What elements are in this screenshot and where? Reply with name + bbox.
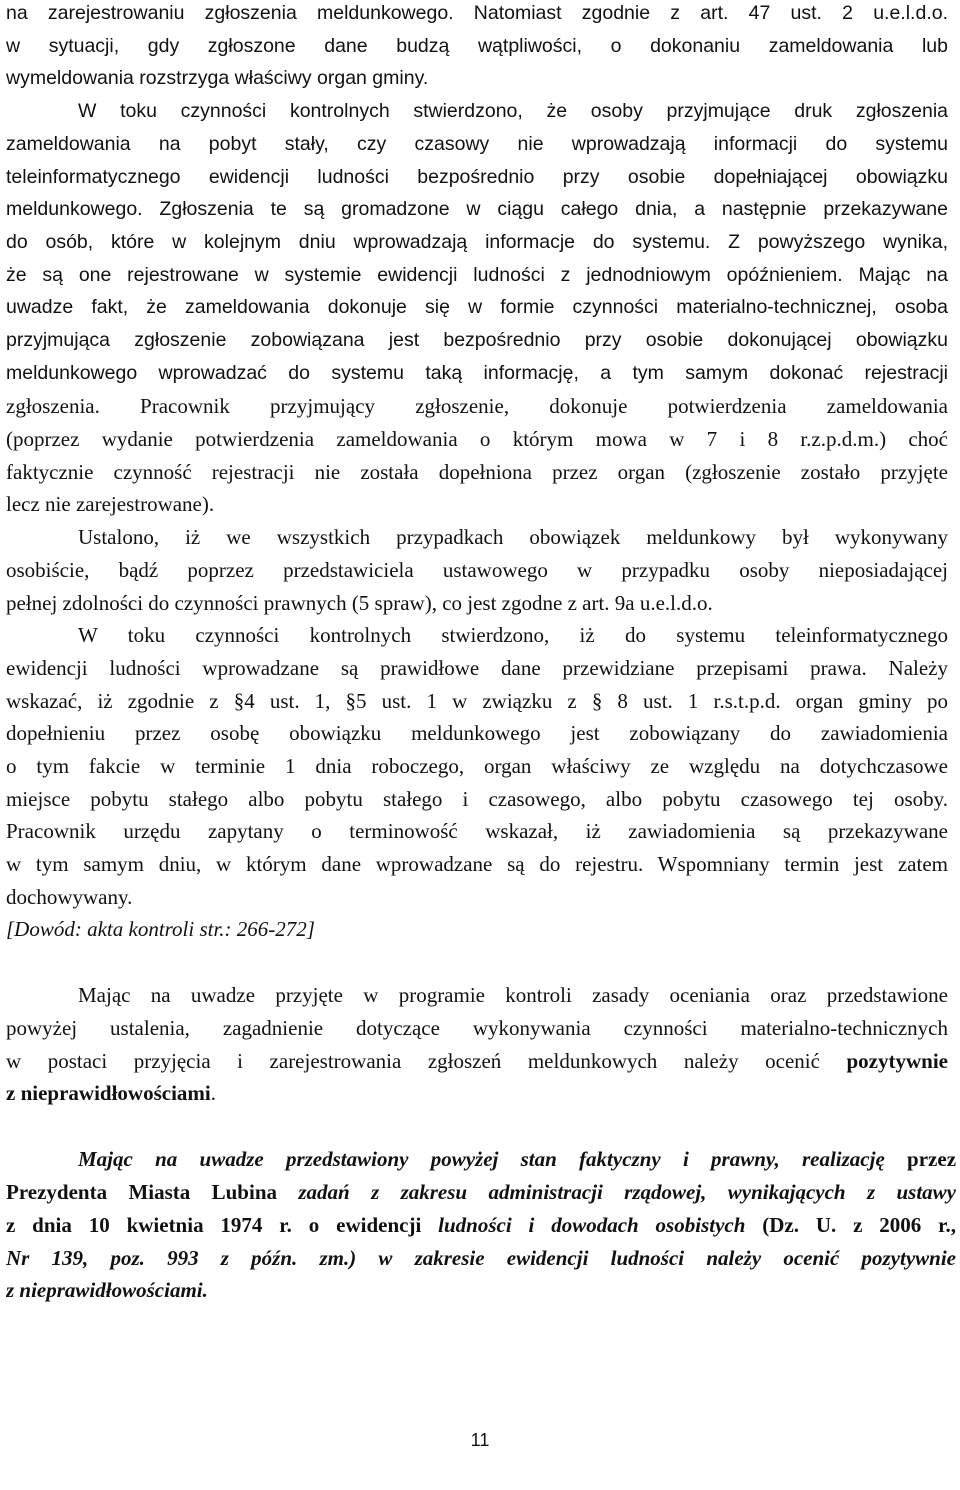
text-line: lecz nie zarejestrowane).	[6, 492, 215, 516]
conclusion-text: z dnia 10 kwietnia 1974 r. o ewidencji	[6, 1213, 422, 1237]
assessment-irregularities: z nieprawidłowościami	[6, 1081, 211, 1105]
assessment-line: powyżej ustalenia, zagadnienie dotyczące wykonywania czynności materialno-technicznych	[6, 1016, 948, 1040]
assessment-period: .	[210, 1081, 216, 1105]
assessment-text: w postaci przyjęcia i zarejestrowania zgłoszeń meldunkowych należy ocenić	[6, 1049, 820, 1073]
text-line: uwadze fakt, że zameldowania dokonuje się w formie czynności materialno-technicznej, osoba	[6, 296, 948, 318]
text-line: zgłoszenia. Pracownik przyjmujący zgłoszenie, dokonuje potwierdzenia zameldowania	[6, 394, 948, 418]
conclusion-text: Prezydenta Miasta Lubina	[6, 1180, 277, 1204]
assessment-line	[6, 1049, 948, 1074]
conclusion-text: Mając na uwadze przedstawiony powyżej stan faktyczny i prawny, realizację	[78, 1147, 885, 1171]
assessment-positive: pozytywnie	[846, 1049, 948, 1073]
text-line: W toku czynności kontrolnych stwierdzono, że osoby przyjmujące druk zgłoszenia	[78, 100, 948, 122]
evidence-reference: [Dowód: akta kontroli str.: 266-272]	[6, 917, 315, 941]
text-line: wskazać, iż zgodnie z §4 ust. 1, §5 ust. 1 w związku z § 8 ust. 1 r.s.t.p.d. organ gminy po	[6, 689, 948, 713]
text-line: zameldowania na pobyt stały, czy czasowy nie wprowadzają informacji do systemu	[6, 133, 948, 155]
text-line: przyjmująca zgłoszenie zobowiązana jest bezpośrednio przy osobie dokonującej obowiązku	[6, 329, 948, 351]
text-line: w tym samym dniu, w którym dane wprowadzane są do rejestru. Wspomniany termin jest zatem	[6, 852, 948, 876]
text-line: w sytuacji, gdy zgłoszone dane budzą wątpliwości, o dokonaniu zameldowania lub	[6, 35, 948, 57]
conclusion-text: ludności i dowodach osobistych	[438, 1213, 746, 1237]
conclusion-line	[6, 1180, 956, 1205]
page-number: 11	[470, 1430, 490, 1450]
text-line: Pracownik urzędu zapytany o terminowość wskazał, iż zawiadomienia są przekazywane	[6, 819, 948, 843]
conclusion-line	[78, 1147, 956, 1172]
text-line: na zarejestrowaniu zgłoszenia meldunkowego. Natomiast zgodnie z art. 47 ust. 2 u.e.l.d.o.	[6, 2, 948, 24]
text-line: do osób, które w kolejnym dniu wprowadzają informacje do systemu. Z powyższego wynika,	[6, 231, 948, 253]
text-line: W toku czynności kontrolnych stwierdzono, iż do systemu teleinformatycznego	[78, 623, 948, 647]
assessment-line	[6, 1081, 948, 1106]
conclusion-line: z nieprawidłowościami.	[6, 1278, 208, 1302]
text-line: dopełnieniu przez osobę obowiązku meldunkowego jest zobowiązany do zawiadomienia	[6, 721, 948, 745]
text-line: ewidencji ludności wprowadzane są prawidłowe dane przewidziane przepisami prawa. Należy	[6, 656, 948, 680]
text-line: (poprzez wydanie potwierdzenia zameldowania o którym mowa w 7 i 8 r.z.p.d.m.) choć	[6, 427, 948, 451]
conclusion-line	[6, 1213, 956, 1238]
conclusion-text: (Dz. U. z 2006 r.,	[762, 1213, 956, 1237]
assessment-line: Mając na uwadze przyjęte w programie kontroli zasady oceniania oraz przedstawione	[78, 983, 948, 1007]
text-line: faktycznie czynność rejestracji nie została dopełniona przez organ (zgłoszenie zostało przyjęte	[6, 460, 948, 484]
text-line: meldunkowego wprowadzać do systemu taką informację, a tym samym dokonać rejestracji	[6, 362, 948, 384]
text-line: miejsce pobytu stałego albo pobytu stałego i czasowego, albo pobytu czasowego tej osoby.	[6, 787, 948, 811]
text-line: Ustalono, iż we wszystkich przypadkach obowiązek meldunkowy był wykonywany	[78, 525, 948, 549]
text-line: wymeldowania rozstrzyga właściwy organ gminy.	[6, 67, 429, 89]
text-line: osobiście, bądź poprzez przedstawiciela ustawowego w przypadku osoby nieposiadającej	[6, 558, 948, 582]
text-line: pełnej zdolności do czynności prawnych (5 spraw), co jest zgodne z art. 9a u.e.l.d.o.	[6, 591, 713, 615]
text-line: meldunkowego. Zgłoszenia te są gromadzone w ciągu całego dnia, a następnie przekazywane	[6, 198, 948, 220]
text-line: o tym fakcie w terminie 1 dnia roboczego, organ właściwy ze względu na dotychczasowe	[6, 754, 948, 778]
text-line: że są one rejestrowane w systemie ewidencji ludności z jednodniowym opóźnieniem. Mając na	[6, 264, 948, 286]
conclusion-text: zadań z zakresu administracji rządowej, wynikających z ustawy	[298, 1180, 956, 1204]
conclusion-text: przez	[907, 1147, 956, 1171]
text-line: teleinformatycznego ewidencji ludności bezpośrednio przy osobie dopełniającej obowiązku	[6, 166, 948, 188]
text-line: dochowywany.	[6, 885, 133, 909]
conclusion-line: Nr 139, poz. 993 z późn. zm.) w zakresie ewidencji ludności należy ocenić pozytywnie	[6, 1246, 956, 1270]
